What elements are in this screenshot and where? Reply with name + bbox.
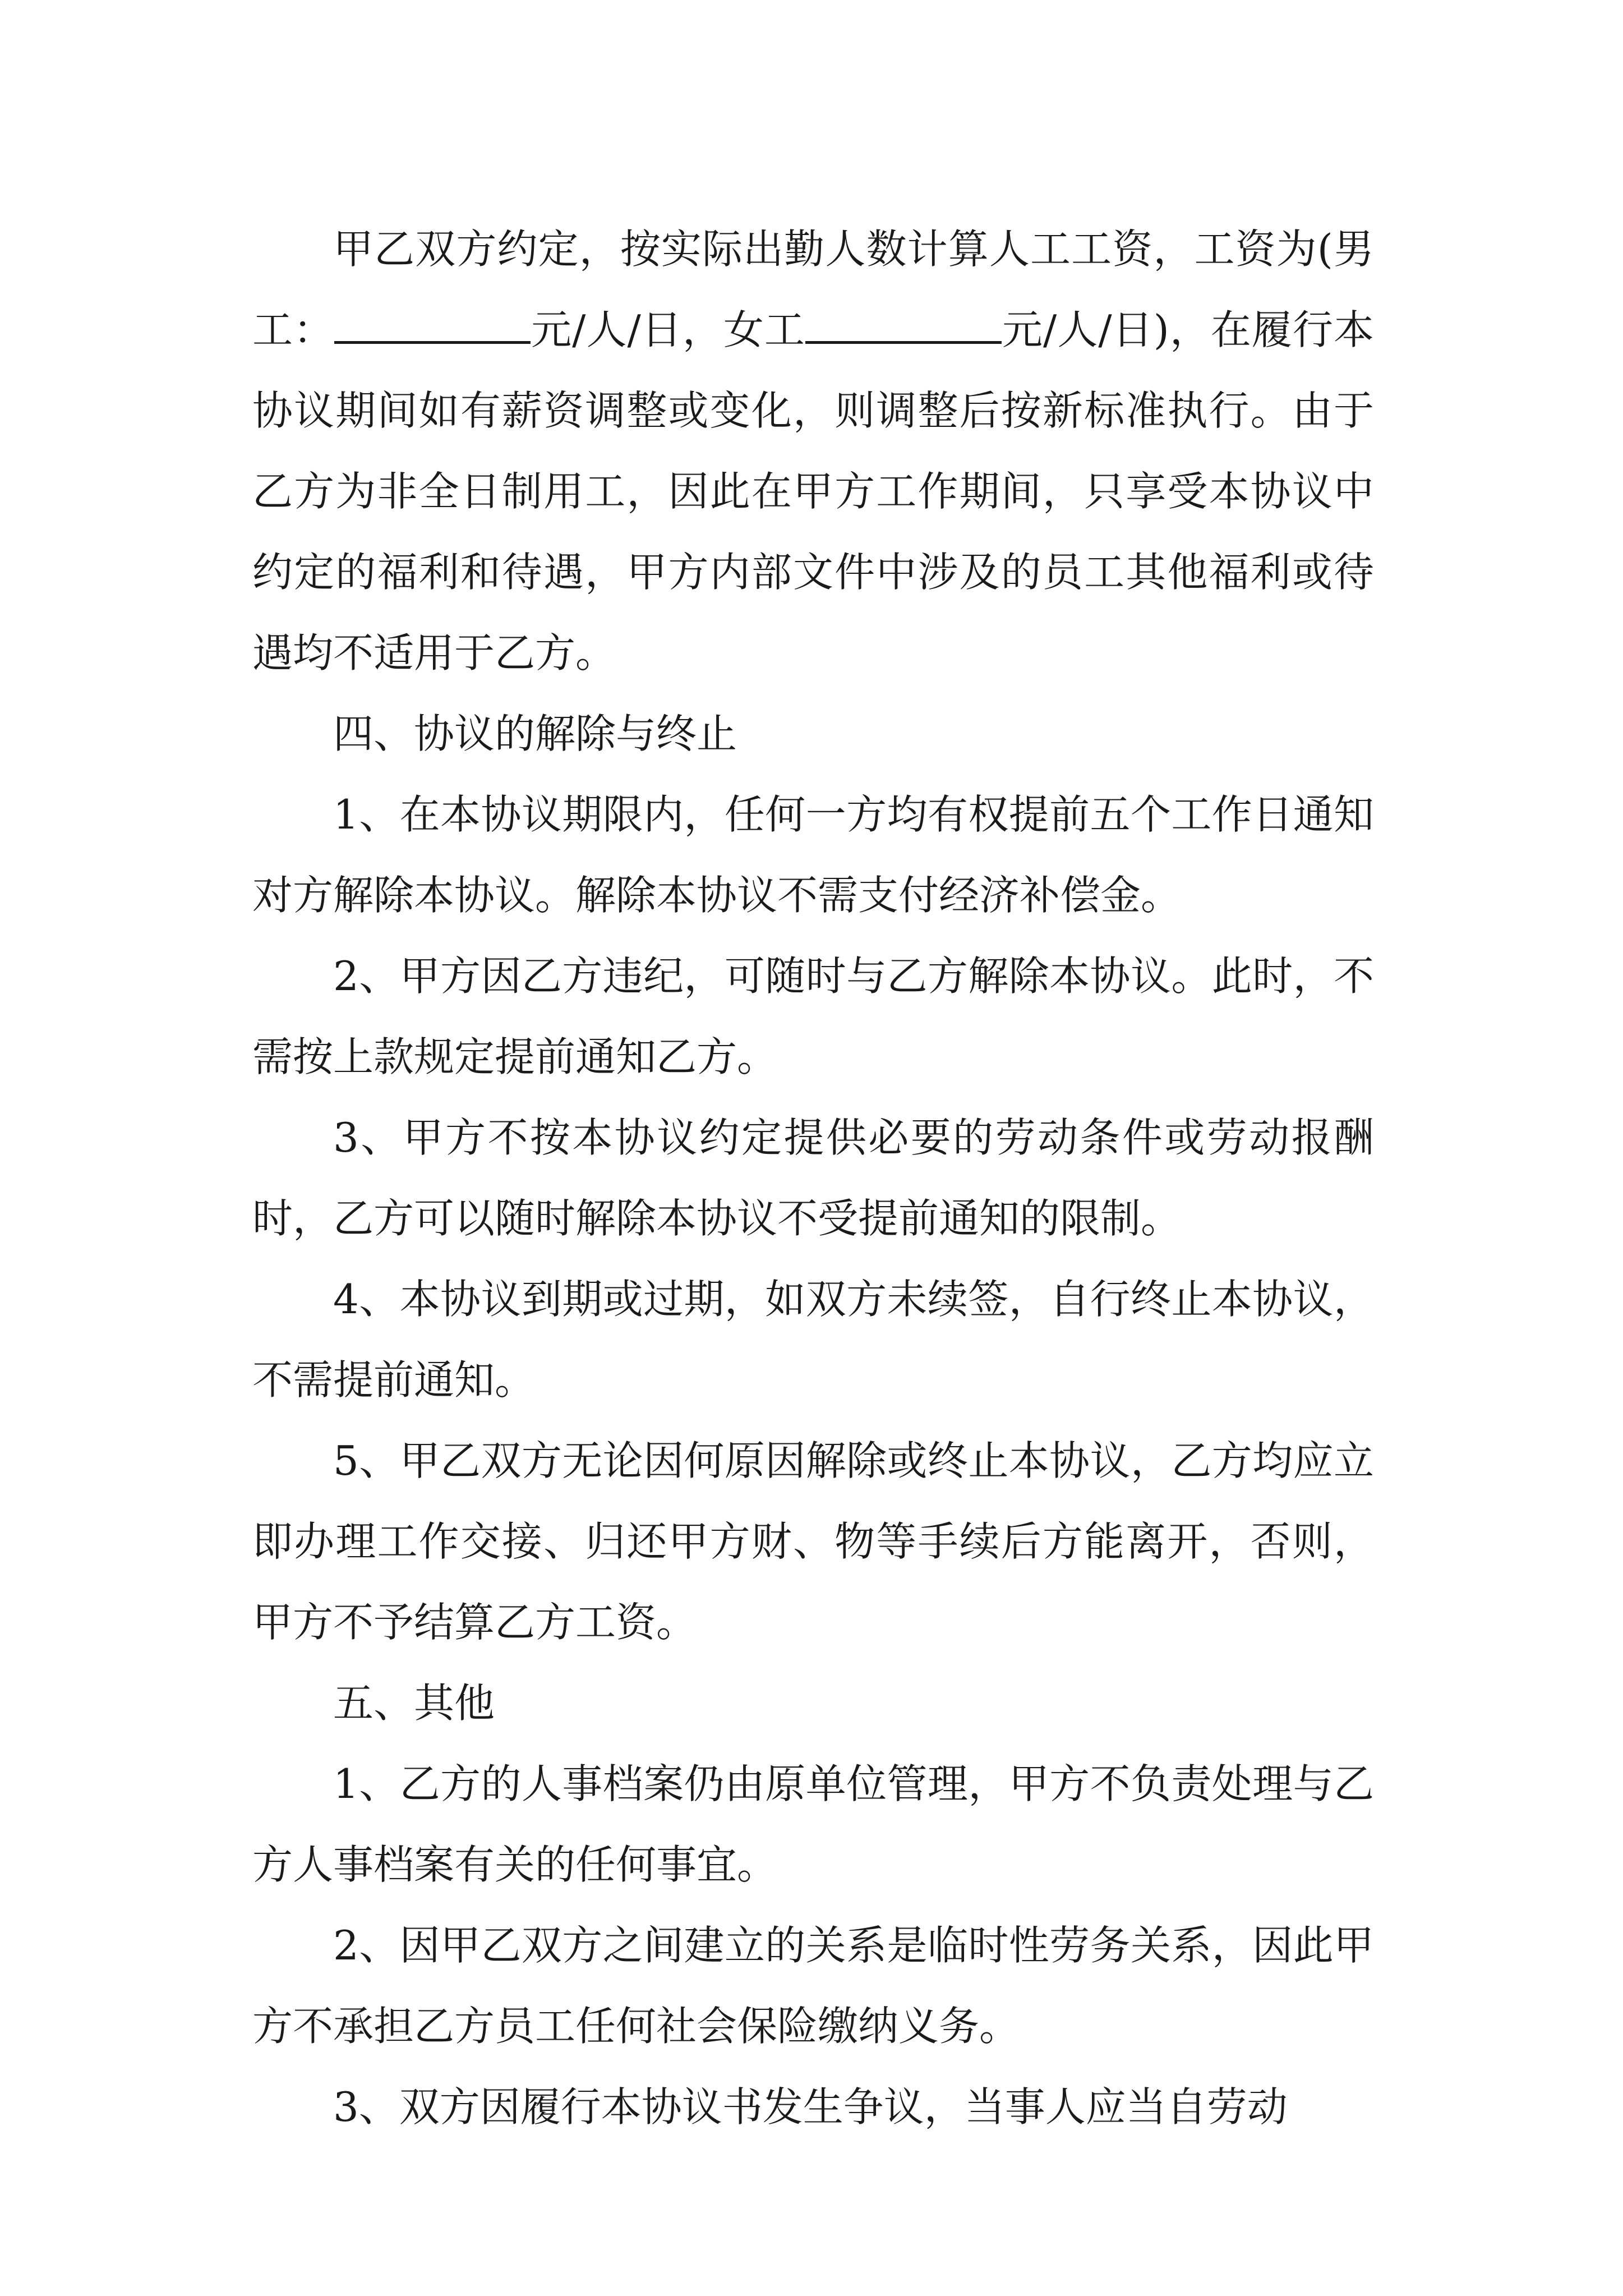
section-5-heading: 五、其他 <box>333 1680 495 1727</box>
male-wage-blank[interactable] <box>334 305 531 344</box>
female-wage-blank[interactable] <box>805 305 1002 344</box>
wage-paragraph <box>252 209 1374 693</box>
section-4-item-1: 1、在本协议期限内，任何一方均有权提前五个工作日通知对方解除本协议。解除本协议不需支付经济补偿金。 <box>252 791 1374 919</box>
section-4-heading: 四、协议的解除与终止 <box>333 710 737 757</box>
section-5-item-1: 1、乙方的人事档案仍由原单位管理，甲方不负责处理与乙方人事档案有关的任何事宜。 <box>252 1760 1374 1888</box>
section-5-item-2: 2、因甲乙双方之间建立的关系是临时性劳务关系，因此甲方不承担乙方员工任何社会保险缴纳义务。 <box>252 1922 1374 2050</box>
section-4-item-3: 3、甲方不按本协议约定提供必要的劳动条件或劳动报酬时，乙方可以随时解除本协议不受提前通知的限制。 <box>252 1114 1374 1242</box>
section-4-item-5: 5、甲乙双方无论因何原因解除或终止本协议，乙方均应立即办理工作交接、归还甲方财、物等手续后方能离开，否则，甲方不予结算乙方工资。 <box>252 1437 1374 1646</box>
wage-text-part2: 元/人/日，女工 <box>531 306 805 353</box>
section-4-item-2: 2、甲方因乙方违纪，可随时与乙方解除本协议。此时，不需按上款规定提前通知乙方。 <box>252 953 1374 1080</box>
wage-text-part3: 元/人/日)，在履行本协议期间如有薪资调整或变化，则调整后按新标准执行。由于乙方为非全日制用工，因此在甲方工作期间，只享受本协议中约定的福利和待遇，甲方内部文件中涉及的员工其他福利或待遇均不适用于乙方。 <box>252 306 1374 677</box>
document-body <box>252 209 1374 2147</box>
section-5-item-3: 3、双方因履行本协议书发生争议，当事人应当自劳动 <box>333 2083 1288 2131</box>
wage-text-part1: 甲乙双方约定，按实际出勤人数计算人工工资，工资为(男工： <box>252 226 1374 353</box>
section-4-item-4: 4、本协议到期或过期，如双方未续签，自行终止本协议，不需提前通知。 <box>252 1276 1374 1404</box>
